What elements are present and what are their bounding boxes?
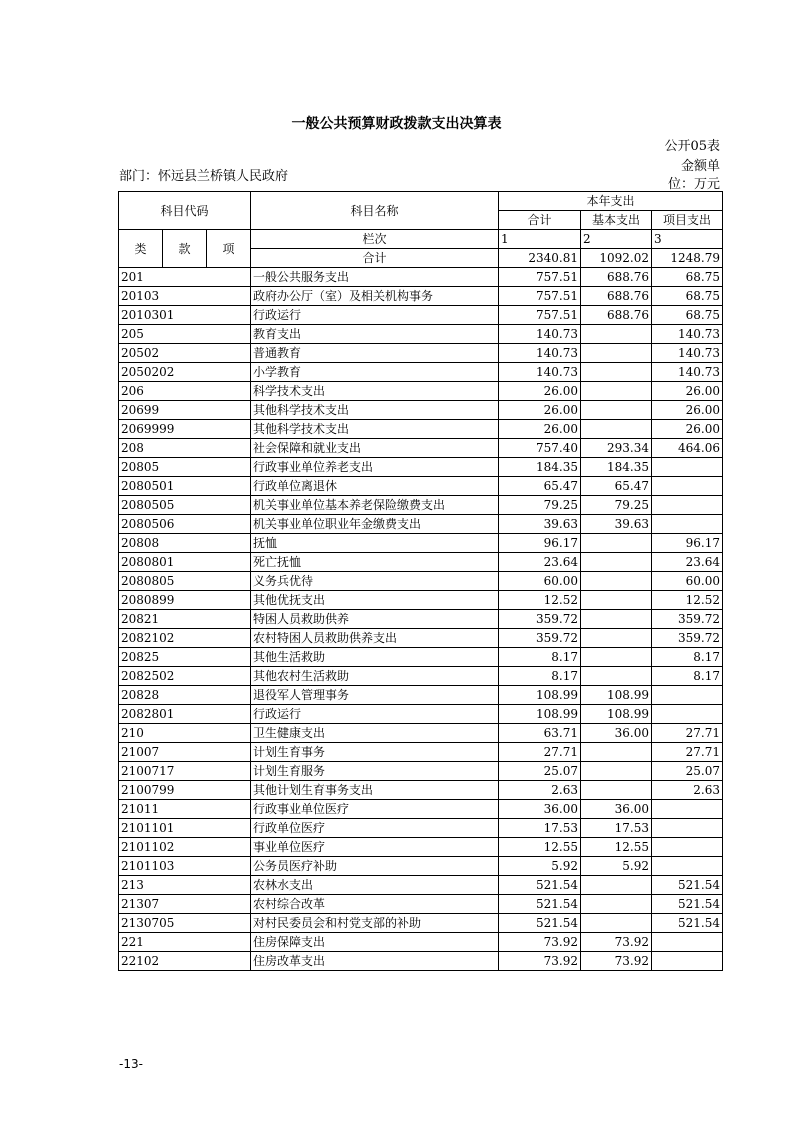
header-kuan: 款 <box>163 230 207 268</box>
row-project: 96.17 <box>652 534 723 553</box>
row-basic <box>581 325 652 344</box>
row-basic <box>581 363 652 382</box>
table-row <box>119 952 723 971</box>
row-name: 义务兵优待 <box>251 572 499 591</box>
row-name: 公务员医疗补助 <box>251 857 499 876</box>
row-total: 25.07 <box>499 762 581 781</box>
table-row <box>119 838 723 857</box>
table-row <box>119 610 723 629</box>
header-lei: 类 <box>119 230 163 268</box>
sum-basic: 1092.02 <box>581 249 652 268</box>
row-name: 对村民委员会和村党支部的补助 <box>251 914 499 933</box>
row-name: 科学技术支出 <box>251 382 499 401</box>
table-row <box>119 382 723 401</box>
header-col-3: 3 <box>652 230 723 249</box>
row-name: 退役军人管理事务 <box>251 686 499 705</box>
row-basic <box>581 667 652 686</box>
row-name: 住房改革支出 <box>251 952 499 971</box>
row-project: 521.54 <box>652 876 723 895</box>
row-project: 25.07 <box>652 762 723 781</box>
row-code: 2101101 <box>119 819 251 838</box>
row-total: 757.40 <box>499 439 581 458</box>
row-total: 359.72 <box>499 629 581 648</box>
row-basic <box>581 876 652 895</box>
row-project <box>652 515 723 534</box>
row-total: 521.54 <box>499 876 581 895</box>
row-name: 机关事业单位基本养老保险缴费支出 <box>251 496 499 515</box>
row-code: 2080501 <box>119 477 251 496</box>
row-code: 205 <box>119 325 251 344</box>
header-basic: 基本支出 <box>581 211 652 230</box>
row-code: 2082502 <box>119 667 251 686</box>
row-total: 17.53 <box>499 819 581 838</box>
row-code: 20103 <box>119 287 251 306</box>
row-code: 2050202 <box>119 363 251 382</box>
table-row <box>119 686 723 705</box>
row-total: 140.73 <box>499 325 581 344</box>
row-project: 68.75 <box>652 287 723 306</box>
table-row <box>119 515 723 534</box>
table-row <box>119 914 723 933</box>
header-xiang: 项 <box>207 230 251 268</box>
row-total: 26.00 <box>499 420 581 439</box>
row-name: 行政运行 <box>251 705 499 724</box>
row-basic: 5.92 <box>581 857 652 876</box>
table-row <box>119 496 723 515</box>
header-year-expense: 本年支出 <box>499 192 723 211</box>
row-project: 140.73 <box>652 363 723 382</box>
header-col-2: 2 <box>581 230 652 249</box>
row-total: 23.64 <box>499 553 581 572</box>
header-code: 科目代码 <box>119 192 251 230</box>
row-basic: 73.92 <box>581 952 652 971</box>
row-basic <box>581 382 652 401</box>
row-code: 213 <box>119 876 251 895</box>
table-row <box>119 477 723 496</box>
row-name: 行政运行 <box>251 306 499 325</box>
row-basic <box>581 401 652 420</box>
row-name: 社会保障和就业支出 <box>251 439 499 458</box>
row-total: 359.72 <box>499 610 581 629</box>
table-row <box>119 363 723 382</box>
row-basic <box>581 553 652 572</box>
row-basic: 36.00 <box>581 800 652 819</box>
row-code: 2082801 <box>119 705 251 724</box>
table-row <box>119 325 723 344</box>
row-basic: 688.76 <box>581 306 652 325</box>
row-project <box>652 819 723 838</box>
row-name: 行政单位离退休 <box>251 477 499 496</box>
row-total: 521.54 <box>499 895 581 914</box>
row-project <box>652 477 723 496</box>
unit-label-line2: 位：万元 <box>667 177 720 192</box>
row-project: 359.72 <box>652 629 723 648</box>
row-project <box>652 496 723 515</box>
row-name: 农村综合改革 <box>251 895 499 914</box>
row-code: 2101103 <box>119 857 251 876</box>
row-basic: 688.76 <box>581 287 652 306</box>
row-code: 201 <box>119 268 251 287</box>
row-basic: 108.99 <box>581 686 652 705</box>
row-code: 20805 <box>119 458 251 477</box>
row-basic: 73.92 <box>581 933 652 952</box>
unit-label-line1: 金额单 <box>680 159 720 174</box>
row-basic: 108.99 <box>581 705 652 724</box>
table-row <box>119 876 723 895</box>
table-row <box>119 268 723 287</box>
table-row <box>119 800 723 819</box>
row-basic: 293.34 <box>581 439 652 458</box>
table-row <box>119 667 723 686</box>
row-basic <box>581 344 652 363</box>
row-basic: 184.35 <box>581 458 652 477</box>
row-total: 108.99 <box>499 705 581 724</box>
row-basic <box>581 572 652 591</box>
row-basic: 65.47 <box>581 477 652 496</box>
row-name: 卫生健康支出 <box>251 724 499 743</box>
table-row <box>119 553 723 572</box>
row-basic: 36.00 <box>581 724 652 743</box>
table-row <box>119 933 723 952</box>
header-name: 科目名称 <box>251 192 499 230</box>
row-code: 20825 <box>119 648 251 667</box>
row-code: 2080899 <box>119 591 251 610</box>
table-row <box>119 857 723 876</box>
row-name: 其他优抚支出 <box>251 591 499 610</box>
row-total: 757.51 <box>499 306 581 325</box>
row-project: 26.00 <box>652 420 723 439</box>
row-project: 27.71 <box>652 724 723 743</box>
row-project: 60.00 <box>652 572 723 591</box>
row-basic <box>581 914 652 933</box>
form-number: 公开05表 <box>664 139 720 154</box>
row-name: 其他农村生活救助 <box>251 667 499 686</box>
row-code: 20808 <box>119 534 251 553</box>
row-name: 教育支出 <box>251 325 499 344</box>
row-total: 39.63 <box>499 515 581 534</box>
row-project <box>652 933 723 952</box>
row-project: 521.54 <box>652 895 723 914</box>
row-project <box>652 800 723 819</box>
row-total: 63.71 <box>499 724 581 743</box>
table-row <box>119 762 723 781</box>
table-row <box>119 895 723 914</box>
row-basic <box>581 743 652 762</box>
row-total: 2.63 <box>499 781 581 800</box>
header-project: 项目支出 <box>652 211 723 230</box>
row-total: 8.17 <box>499 648 581 667</box>
row-total: 5.92 <box>499 857 581 876</box>
row-code: 21011 <box>119 800 251 819</box>
row-code: 2069999 <box>119 420 251 439</box>
row-total: 140.73 <box>499 344 581 363</box>
header-lanci: 栏次 <box>251 230 499 249</box>
row-name: 行政事业单位医疗 <box>251 800 499 819</box>
row-project: 359.72 <box>652 610 723 629</box>
row-total: 26.00 <box>499 401 581 420</box>
row-code: 2082102 <box>119 629 251 648</box>
header-row-top <box>119 192 723 211</box>
row-total: 108.99 <box>499 686 581 705</box>
row-name: 死亡抚恤 <box>251 553 499 572</box>
row-basic: 12.55 <box>581 838 652 857</box>
row-code: 22102 <box>119 952 251 971</box>
row-project: 26.00 <box>652 382 723 401</box>
row-name: 特困人员救助供养 <box>251 610 499 629</box>
row-name: 一般公共服务支出 <box>251 268 499 287</box>
row-basic <box>581 420 652 439</box>
row-total: 757.51 <box>499 268 581 287</box>
row-project <box>652 952 723 971</box>
row-name: 行政事业单位养老支出 <box>251 458 499 477</box>
row-project <box>652 705 723 724</box>
row-basic <box>581 629 652 648</box>
row-code: 2080805 <box>119 572 251 591</box>
table-row <box>119 743 723 762</box>
row-basic <box>581 610 652 629</box>
row-total: 12.55 <box>499 838 581 857</box>
table-row <box>119 420 723 439</box>
row-project <box>652 857 723 876</box>
row-total: 12.52 <box>499 591 581 610</box>
table-row <box>119 705 723 724</box>
row-code: 20502 <box>119 344 251 363</box>
row-project: 8.17 <box>652 648 723 667</box>
row-code: 20821 <box>119 610 251 629</box>
row-project: 8.17 <box>652 667 723 686</box>
table-row <box>119 439 723 458</box>
row-code: 20699 <box>119 401 251 420</box>
table-row <box>119 306 723 325</box>
row-name: 小学教育 <box>251 363 499 382</box>
row-basic: 17.53 <box>581 819 652 838</box>
document-title: 一般公共预算财政拨款支出决算表 <box>291 116 502 132</box>
row-name: 事业单位医疗 <box>251 838 499 857</box>
row-code: 21307 <box>119 895 251 914</box>
row-total: 65.47 <box>499 477 581 496</box>
table-row <box>119 591 723 610</box>
table-row <box>119 534 723 553</box>
row-total: 26.00 <box>499 382 581 401</box>
row-project <box>652 458 723 477</box>
row-total: 73.92 <box>499 933 581 952</box>
row-total: 96.17 <box>499 534 581 553</box>
row-code: 208 <box>119 439 251 458</box>
row-project: 521.54 <box>652 914 723 933</box>
row-code: 2080801 <box>119 553 251 572</box>
row-code: 210 <box>119 724 251 743</box>
sum-total: 2340.81 <box>499 249 581 268</box>
row-project <box>652 838 723 857</box>
row-basic: 688.76 <box>581 268 652 287</box>
row-basic <box>581 591 652 610</box>
row-code: 20828 <box>119 686 251 705</box>
row-name: 其他计划生育事务支出 <box>251 781 499 800</box>
row-basic <box>581 781 652 800</box>
row-name: 农林水支出 <box>251 876 499 895</box>
table-row <box>119 572 723 591</box>
row-total: 140.73 <box>499 363 581 382</box>
row-name: 政府办公厅（室）及相关机构事务 <box>251 287 499 306</box>
row-basic: 39.63 <box>581 515 652 534</box>
row-project: 27.71 <box>652 743 723 762</box>
table-row <box>119 344 723 363</box>
table-row <box>119 819 723 838</box>
table-row <box>119 629 723 648</box>
row-code: 2100799 <box>119 781 251 800</box>
row-code: 221 <box>119 933 251 952</box>
row-project <box>652 686 723 705</box>
table-row <box>119 648 723 667</box>
row-name: 普通教育 <box>251 344 499 363</box>
row-name: 抚恤 <box>251 534 499 553</box>
row-basic: 79.25 <box>581 496 652 515</box>
row-name: 计划生育服务 <box>251 762 499 781</box>
row-code: 2130705 <box>119 914 251 933</box>
row-name: 其他科学技术支出 <box>251 401 499 420</box>
row-total: 757.51 <box>499 287 581 306</box>
row-code: 206 <box>119 382 251 401</box>
row-total: 8.17 <box>499 667 581 686</box>
row-project: 68.75 <box>652 306 723 325</box>
row-total: 36.00 <box>499 800 581 819</box>
row-name: 机关事业单位职业年金缴费支出 <box>251 515 499 534</box>
row-name: 住房保障支出 <box>251 933 499 952</box>
row-name: 农村特困人员救助供养支出 <box>251 629 499 648</box>
row-project: 23.64 <box>652 553 723 572</box>
row-project: 464.06 <box>652 439 723 458</box>
header-col-1: 1 <box>499 230 581 249</box>
row-project: 140.73 <box>652 325 723 344</box>
row-code: 2080505 <box>119 496 251 515</box>
sum-label: 合计 <box>251 249 499 268</box>
row-total: 521.54 <box>499 914 581 933</box>
department-label: 部门：怀远县兰桥镇人民政府 <box>119 169 289 184</box>
row-total: 184.35 <box>499 458 581 477</box>
row-name: 其他科学技术支出 <box>251 420 499 439</box>
row-name: 计划生育事务 <box>251 743 499 762</box>
row-code: 2101102 <box>119 838 251 857</box>
budget-table <box>118 191 723 971</box>
row-total: 27.71 <box>499 743 581 762</box>
row-code: 2080506 <box>119 515 251 534</box>
page-number: -13- <box>119 1057 143 1071</box>
row-code: 2100717 <box>119 762 251 781</box>
table-row <box>119 781 723 800</box>
row-project: 26.00 <box>652 401 723 420</box>
row-name: 其他生活救助 <box>251 648 499 667</box>
row-project: 12.52 <box>652 591 723 610</box>
sum-project: 1248.79 <box>652 249 723 268</box>
row-project: 2.63 <box>652 781 723 800</box>
row-code: 21007 <box>119 743 251 762</box>
row-project: 68.75 <box>652 268 723 287</box>
row-project: 140.73 <box>652 344 723 363</box>
table-row <box>119 724 723 743</box>
row-total: 60.00 <box>499 572 581 591</box>
row-basic <box>581 895 652 914</box>
row-basic <box>581 534 652 553</box>
table-row <box>119 287 723 306</box>
row-total: 73.92 <box>499 952 581 971</box>
row-basic <box>581 648 652 667</box>
table-row <box>119 401 723 420</box>
row-name: 行政单位医疗 <box>251 819 499 838</box>
header-total: 合计 <box>499 211 581 230</box>
table-row <box>119 458 723 477</box>
row-code: 2010301 <box>119 306 251 325</box>
header-row-lanci <box>119 230 723 249</box>
row-basic <box>581 762 652 781</box>
row-total: 79.25 <box>499 496 581 515</box>
